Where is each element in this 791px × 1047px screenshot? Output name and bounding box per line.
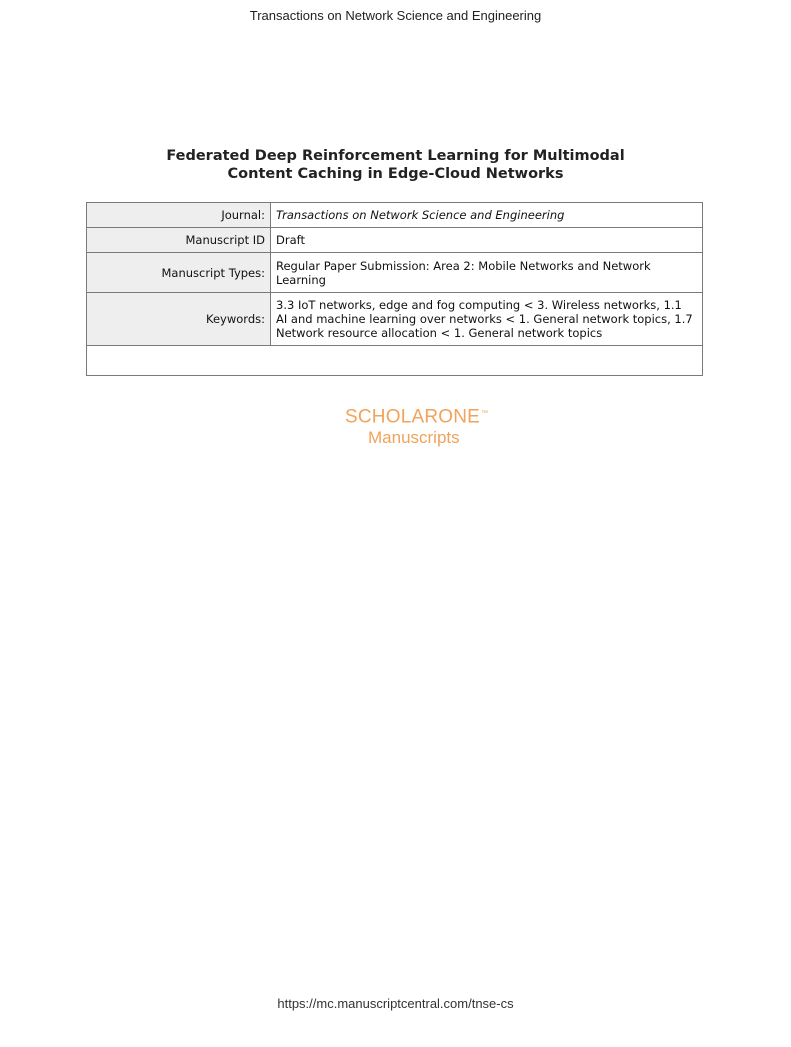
manuscript-types-value xyxy=(271,253,703,293)
running-header: Transactions on Network Science and Engineering xyxy=(249,8,542,23)
scholarone-logo xyxy=(345,403,488,448)
table-row-manuscript-types xyxy=(87,253,703,293)
manuscript-types-line-1: Regular Paper Submission: Area 2: Mobile Networks and Network xyxy=(276,258,651,273)
journal-label: Journal: xyxy=(87,203,271,228)
paper-title xyxy=(0,147,791,183)
keywords-line-3: Network resource allocation < 1. General network topics xyxy=(276,326,603,340)
journal-value: Transactions on Network Science and Engineering xyxy=(271,203,703,228)
scholarone-logo-line-2: Manuscripts xyxy=(368,428,460,448)
keywords-label: Keywords: xyxy=(87,293,271,346)
manuscript-id-label: Manuscript ID xyxy=(87,228,271,253)
footer-url: https://mc.manuscriptcentral.com/tnse-cs xyxy=(277,996,514,1011)
keywords-value xyxy=(271,293,703,346)
scholarone-wordmark: SCHOLARONE xyxy=(345,406,481,428)
trademark-symbol: ™ xyxy=(481,410,489,417)
empty-cell xyxy=(87,346,703,376)
table-row-keywords xyxy=(87,293,703,346)
table-row-journal xyxy=(87,203,703,228)
scholarone-logo-line-1 xyxy=(345,403,488,428)
manuscript-types-label: Manuscript Types: xyxy=(87,253,271,293)
table-row-manuscript-id xyxy=(87,228,703,253)
table-row-empty xyxy=(87,346,703,376)
paper-title-line-1: Federated Deep Reinforcement Learning for Multimodal xyxy=(166,148,625,164)
manuscript-types-line-2: Learning xyxy=(276,272,326,287)
keywords-line-1: 3.3 IoT networks, edge and fog computing < 3. Wireless networks, 1.1 xyxy=(276,298,682,312)
manuscript-metadata-table xyxy=(86,202,703,376)
keywords-line-2: AI and machine learning over networks < 1. General network topics, 1.7 xyxy=(276,312,693,326)
paper-title-line-2: Content Caching in Edge-Cloud Networks xyxy=(227,166,564,182)
manuscript-id-value: Draft xyxy=(271,228,703,253)
